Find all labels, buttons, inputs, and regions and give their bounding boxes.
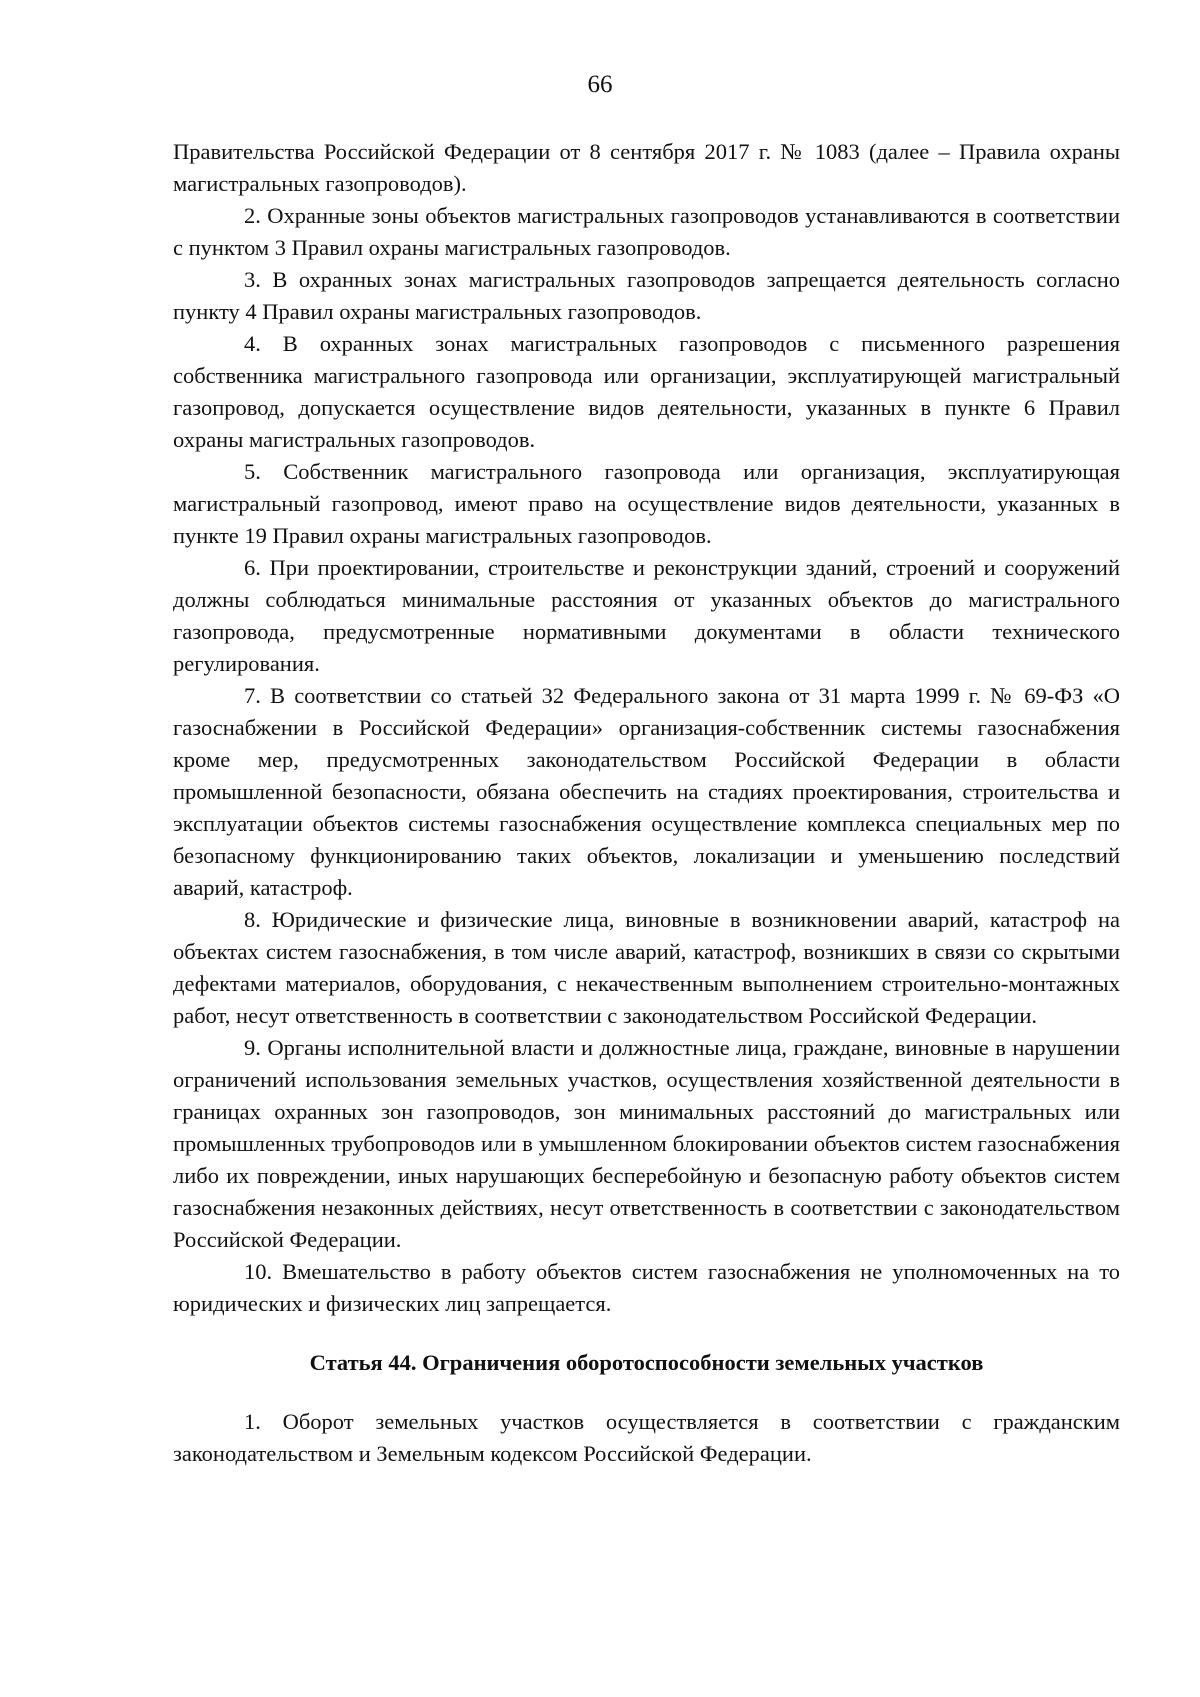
page-number: 66 (587, 71, 613, 98)
paragraph-3: 3. В охранных зонах магистральных газопроводов запрещается деятельность согласно пункту 4 Правил охраны магистральных газопроводов. (173, 267, 1120, 324)
paragraph-4: 4. В охранных зонах магистральных газопроводов с письменного разрешения собственника магистрального газопровода или организации, эксплуатирующей магистральный газопровод, допускается осуществление видов деятельности, указанных в пункте 6 Правил охраны магистральных газопроводов. (173, 331, 1120, 452)
paragraph-8: 8. Юридические и физические лица, виновные в возникновении аварий, катастроф на объектах систем газоснабжения, в том числе аварий, катастроф, возникших в связи со скрытыми дефектами материалов, оборудования, с некачественным выполнением строительно-монтажных работ, несут ответственность в соответствии с законодательством Российской Федерации. (173, 907, 1120, 1028)
paragraph-6: 6. При проектировании, строительстве и реконструкции зданий, строений и сооружений должны соблюдаться минимальные расстояния от указанных объектов до магистрального газопровода, предусмотренные нормативными документами в области технического регулирования. (173, 555, 1120, 676)
paragraph-2: 2. Охранные зоны объектов магистральных газопроводов устанавливаются в соответствии с пунктом 3 Правил охраны магистральных газопроводов. (173, 203, 1120, 260)
article-44-heading: Статья 44. Ограничения оборотоспособности земельных участков (309, 1350, 984, 1375)
paragraph-continuation: Правительства Российской Федерации от 8 сентября 2017 г. № 1083 (далее – Правила охраны магистральных газопроводов). (173, 139, 1120, 196)
paragraph-10: 10. Вмешательство в работу объектов систем газоснабжения не уполномоченных на то юридических и физических лиц запрещается. (173, 1259, 1120, 1316)
paragraph-7: 7. В соответствии со статьей 32 Федерального закона от 31 марта 1999 г. № 69-ФЗ «О газоснабжении в Российской Федерации» организация-собственник системы газоснабжения кроме мер, предусмотренных законодательством Российской Федерации в области промышленной безопасности, обязана обеспечить на стадиях проектирования, строительства и эксплуатации объектов системы газоснабжения осуществление комплекса специальных мер по безопасному функционированию таких объектов, локализации и уменьшению последствий аварий, катастроф. (173, 683, 1120, 900)
paragraph-9: 9. Органы исполнительной власти и должностные лица, граждане, виновные в нарушении ограничений использования земельных участков, осуществления хозяйственной деятельности в границах охранных зон газопроводов, зон минимальных расстояний до магистральных или промышленных трубопроводов или в умышленном блокировании объектов систем газоснабжения либо их повреждении, иных нарушающих бесперебойную и безопасную работу объектов систем газоснабжения незаконных действиях, несут ответственность в соответствии с законодательством Российской Федерации. (173, 1035, 1120, 1252)
article-44-paragraph-1: 1. Оборот земельных участков осуществляется в соответствии с гражданским законодательством и Земельным кодексом Российской Федерации. (173, 1409, 1120, 1466)
paragraph-5: 5. Собственник магистрального газопровода или организация, эксплуатирующая магистральный газопровод, имеют право на осуществление видов деятельности, указанных в пункте 19 Правил охраны магистральных газопроводов. (173, 459, 1120, 548)
document-body (173, 136, 1120, 1470)
